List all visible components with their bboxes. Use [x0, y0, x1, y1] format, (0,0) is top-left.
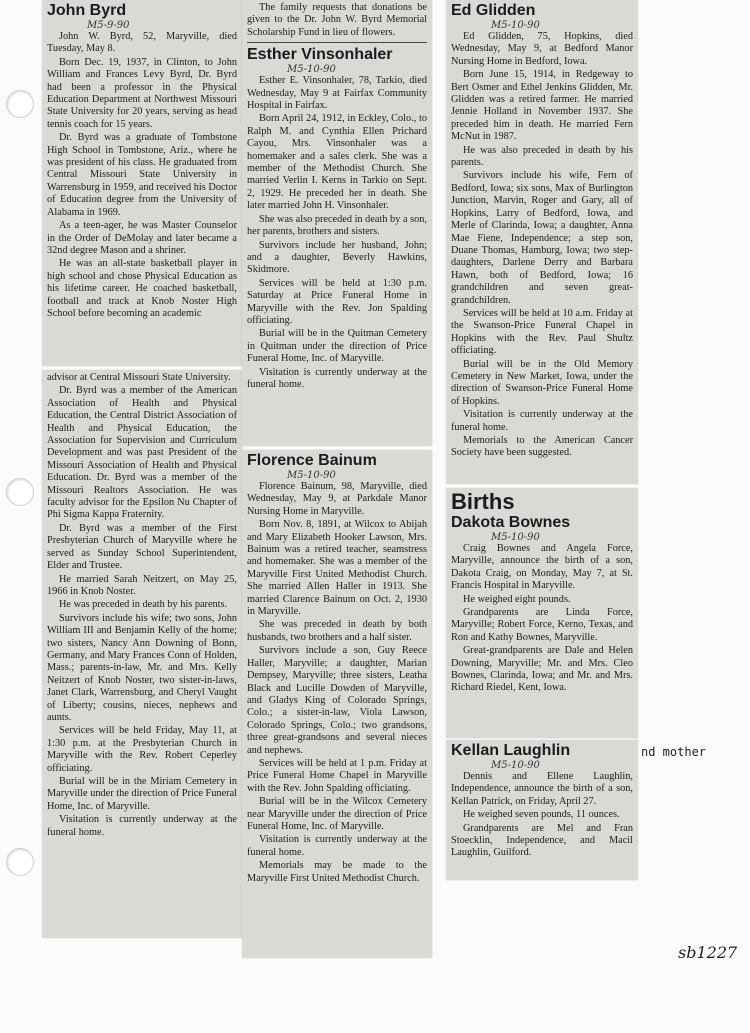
paragraph: She was also preceded in death by a son, her parents, brothers and sisters.: [247, 213, 427, 238]
paragraph: Dr. Byrd was a member of the First Presbyterian Church of Maryville where he served as Sunday School Superintendent, Elder and Trustee.: [47, 522, 237, 572]
paragraph: Visitation is currently underway at the funeral home.: [451, 409, 633, 433]
obituary-title: Florence Bainum: [247, 452, 377, 469]
paragraph: Visitation is currently underway at the funeral home.: [247, 366, 427, 390]
stray-text: nd mother: [641, 745, 707, 759]
paragraph: Survivors include his wife, Fern of Bedford, Iowa; six sons, Max of Burlington Junction, Marvin, Roger and Gary, all of Hopkins, Larry of Bedford, Iowa, and Merle of Clarinda, Iowa; a daughter, Anna Mae Fiene, Independence; a step son, Duane Thomas, Hamburg, Iowa; two step-daughters, Darlene Derry and Barbara Hawn, both of Bedford, Iowa; 16 grandchildren and seven great-grandchildren.: [451, 170, 633, 306]
paragraph: Dennis and Ellene Laughlin, Independence, announce the birth of a son, Kellan Patrick, on Friday, April 27.: [451, 771, 633, 807]
paragraph: Born Dec. 19, 1937, in Clinton, to John William and Frances Levy Byrd, Dr. Byrd had been a professor in the Physical Education Department at Northwest Missouri State University for 20 years, serving as head tennis coach for 15 years.: [47, 56, 237, 130]
obituary-florence-bainum: [242, 450, 432, 958]
birth-dakota-bownes: [446, 488, 638, 738]
paragraph: He weighed seven pounds, 11 ounces.: [463, 809, 620, 821]
paragraph: Dr. Byrd was a graduate of Tombstone High School in Tombstone, Ariz., where he was president of his class. He graduated from Central Missouri State University in Warrensburg in 1959, and received his Doctor of Education degree from the University of Alabama in 1969.: [47, 132, 237, 218]
paragraph: Grandparents are Mel and Fran Stoecklin, Independence, and Macil Laughlin, Guilford.: [451, 822, 633, 859]
binder-hole-bottom: [6, 848, 34, 876]
obituary-john-byrd-part1: [42, 0, 242, 366]
handwritten-date: M5-10-90: [491, 20, 540, 31]
paragraph: Great-grandparents are Dale and Helen Downing, Maryville; Mr. and Mrs. Cleo Bownes, Clarinda, Iowa; and Mr. and Mrs. Richard Riedel, Kent, Iowa.: [451, 645, 633, 694]
paragraph: Craig Bownes and Angela Force, Maryville, announce the birth of a son, Dakota Craig, on Monday, May 7, at St. Francis Hospital in Maryville.: [451, 543, 633, 592]
handwritten-date: M5-10-90: [491, 760, 540, 771]
paragraph: Burial will be in the Miriam Cemetery in Maryville under the direction of Price Funeral Home, Inc. of Maryville.: [47, 776, 237, 812]
handwritten-date: M5-10-90: [491, 532, 540, 543]
birth-title: Dakota Bownes: [451, 514, 571, 531]
paragraph: Survivors include her husband, John; and a daughter, Beverly Hawkins, Skidmore.: [247, 239, 427, 276]
paragraph: Services will be held at 10 a.m. Friday at the Swanson-Price Funeral Chapel in Hopkins with the Rev. Paul Shultz officiating.: [451, 307, 633, 357]
paragraph: Dr. Byrd was a member of the American Association of Health and Physical Education, the Central District Association of Health and Physical Education, the Association for Supervision and Curriculum Development and was past President of the Missouri Association of Health and Physical Education. Dr. Byrd was a member of the Missouri Realtors Association. He was faculty advisor for the Epsilon Nu Chapter of Phi Sigma Kappa Fraternity.: [47, 385, 237, 521]
paragraph: Services will be held Friday, May 11, at 1:30 p.m. at the Presbyterian Church in Maryville with the Rev. Robert Ceperley officiating.: [47, 725, 237, 774]
paragraph: Born April 24, 1912, in Eckley, Colo., to Ralph M. and Cynthia Ellen Prichard Cayou, Mrs. Vinsonhaler was a homemaker and a sales clerk. She was a member of the Methodist Church. She married Verlin I. Kerns in Tarkio on Sept. 2, 1929. He preceded her in death. She later married John H. Vinsonhaler.: [247, 113, 427, 212]
binder-hole-top: [6, 90, 34, 118]
paragraph: John W. Byrd, 52, Maryville, died Tuesday, May 8.: [47, 31, 237, 55]
binder-hole-middle: [6, 478, 34, 506]
paragraph: Born June 15, 1914, in Redgeway to Bert Osmer and Ethel Jenkins Glidden, Mr. Glidden was a retired farmer. He married Jennie Holland in November 1937. She preceded him in death. He married Fern McNut in 1987.: [451, 69, 633, 143]
paragraph: Esther E. Vinsonhaler, 78, Tarkio, died Wednesday, May 9 at Fairfax Community Hospital in Fairfax.: [247, 75, 427, 112]
obituary-title: Ed Glidden: [451, 2, 536, 19]
births-heading: Births: [451, 489, 515, 514]
paragraph: He was preceded in death by his parents.: [59, 599, 228, 611]
paragraph: He was also preceded in death by his parents.: [451, 144, 633, 169]
paragraph: advisor at Central Missouri State University.: [47, 372, 231, 383]
paragraph: Grandparents are Linda Force, Maryville; Robert Force, Kerno, Texas, and Ron and Kathy Bownes, Maryville.: [451, 607, 633, 643]
paragraph: Burial will be in the Old Memory Cemetery in New Market, Iowa, under the direction of Swanson-Price Funeral Home of Hopkins.: [451, 358, 633, 407]
paragraph: Survivors include his wife; two sons, John William III and Benjamin Kelly of the home; two sisters, Nancy Ann Downing of Bonn, Germany, and Mary Frances Conn of Holden, Mass.; parents-in-law, Mr. and Mrs. Kelly Neitzert of Knob Noster, two sister-in-laws, Janet Clark, Warrensburg, and Cheryl Vaught of Liberty; cousins, nieces, nephews and aunts.: [47, 612, 237, 723]
obituary-ed-glidden: [446, 0, 638, 484]
paragraph: Memorials may be made to the Maryville First United Methodist Church.: [247, 860, 427, 884]
obituary-title: John Byrd: [47, 2, 127, 19]
paragraph: Burial will be in the Quitman Cemetery in Quitman under the direction of Price Funeral Home, Inc. of Maryville.: [247, 328, 427, 365]
obituary-title: Esther Vinsonhaler: [247, 46, 393, 64]
paragraph: Born Nov. 8, 1891, at Wilcox to Abijah and Mary Elizabeth Hooker Lawson, Mrs. Bainum was a retired teacher, seamstress and homemaker. She was a member of the Maryville First United Methodist Church. She married Allen Haller in 1913. She married Clarence Bainum on Oct. 2, 1930 in Maryville.: [247, 519, 427, 618]
handwritten-date: M5-10-90: [287, 64, 336, 76]
birth-kellan-laughlin: [446, 740, 638, 880]
paragraph: Ed Glidden, 75, Hopkins, died Wednesday, May 9, at Bedford Manor Nursing Home in Bedford, Iowa.: [451, 31, 633, 67]
handwritten-catalog-number: sb1227: [678, 943, 738, 962]
paragraph: Burial will be in the Wilcox Cemetery near Maryville under the direction of Price Funeral Home, Inc. of Maryville.: [247, 796, 427, 832]
obituary-john-byrd-part2: [42, 370, 242, 938]
paragraph: The family requests that donations be given to the Dr. John W. Byrd Memorial Scholarship Fund in lieu of flowers.: [247, 2, 427, 38]
handwritten-date: M5-10-90: [287, 470, 336, 481]
paragraph: Services will be held at 1:30 p.m. Saturday at Price Funeral Home in Maryville with the Rev. Jon Spalding officiating.: [247, 277, 427, 326]
handwritten-date: M5-9-90: [87, 20, 130, 31]
paragraph: Florence Bainum, 98, Maryville, died Wednesday, May 9, at Parkdale Manor Nursing Home in Maryville.: [247, 481, 427, 517]
paragraph: Services will be held at 1 p.m. Friday at Price Funeral Home Chapel in Maryville with the Rev. John Spalding officiating.: [247, 757, 427, 794]
paragraph: Visitation is currently underway at the funeral home.: [47, 814, 237, 838]
paragraph: As a teen-ager, he was Master Counselor in the Order of DeMolay and later became a 32nd degree Mason and a shriner.: [47, 220, 237, 256]
paragraph: He was an all-state basketball player in high school and chose Physical Education as his lifetime career. He coached basketball, football and track at Knob Noster High School before becoming an academic: [47, 258, 237, 319]
paragraph: Survivors include a son, Guy Reece Haller, Maryville; a daughter, Marian Dempsey, Maryville; three sisters, Leatha Black and Lucille Dowden of Maryville, and Gladys King of Colorado Springs, Colo.; a sister-in-law, Viola Lawson, Colorado Springs, Colo.; two grandsons, three great-grandsons and several nieces and nephews.: [247, 645, 427, 756]
paragraph: He weighed eight pounds.: [463, 593, 571, 605]
paragraph: She was preceded in death by both husbands, two brothers and a half sister.: [247, 619, 427, 643]
paragraph: Memorials to the American Cancer Society have been suggested.: [451, 435, 633, 459]
birth-title: Kellan Laughlin: [451, 742, 571, 759]
paragraph: He married Sarah Neitzert, on May 25, 1966 in Knob Noster.: [47, 573, 237, 597]
paragraph: Visitation is currently underway at the funeral home.: [247, 834, 427, 858]
obituary-esther-vinsonhaler: [242, 0, 432, 446]
divider: [247, 42, 427, 43]
